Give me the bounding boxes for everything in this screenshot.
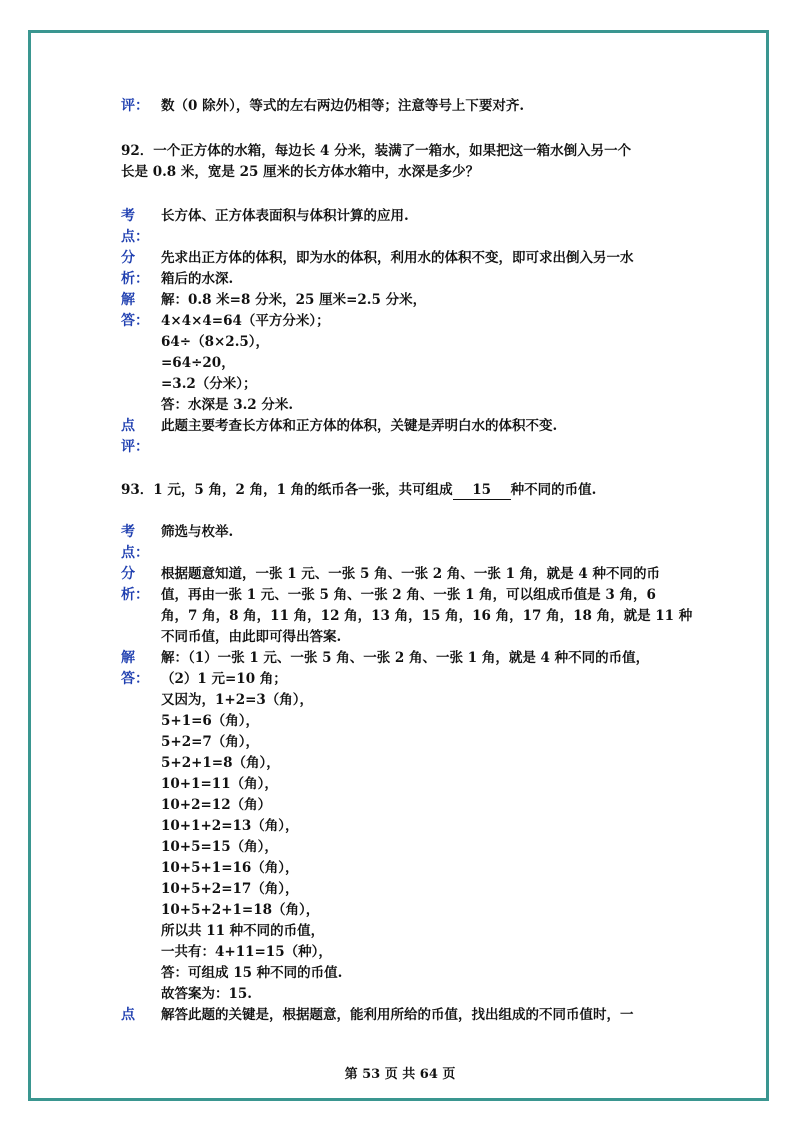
q92-jieda-line: 4×4×4=64（平方分米）； [161, 313, 330, 329]
q93-jieda-line: 解：（1）一张 1 元、一张 5 角、一张 2 角、一张 1 角，就是 4 种不同的币值， [161, 650, 650, 666]
q93-jieda-line: 10+1=11（角）， [161, 776, 278, 792]
dianping-label: 评： [121, 439, 149, 455]
kaodian-label: 考 [121, 208, 135, 224]
q93-jieda-line: 又因为，1+2=3（角）， [161, 692, 314, 708]
q92-jieda-line: 解：0.8 米=8 分米，25 厘米=2.5 分米， [161, 292, 427, 308]
jieda-label: 解 [121, 292, 135, 308]
q92-jieda-line: 64÷（8×2.5）， [161, 334, 270, 350]
fenxi-label: 分 [121, 250, 135, 266]
kaodian-label: 考 [121, 524, 135, 540]
q93-jieda-line: 一共有：4+11=15（种）， [161, 944, 332, 960]
q93-jieda-line: 故答案为：15. [161, 986, 252, 1002]
q92-kaodian-text: 长方体、正方体表面积与体积计算的应用. [161, 208, 409, 224]
q92-jieda-line: =3.2（分米）； [161, 376, 257, 392]
kaodian-label: 点： [121, 545, 149, 561]
q93-fenxi-line: 角，7 角，8 角，11 角，12 角，13 角，15 角，16 角，17 角，18 角，就是 11 种 [161, 608, 693, 624]
fenxi-label: 析： [121, 587, 149, 603]
kaodian-label: 点： [121, 229, 149, 245]
q93-kaodian-text: 筛选与枚举. [161, 524, 234, 540]
q93-jieda-line: 10+5+2+1=18（角）， [161, 902, 320, 918]
q92-fenxi-line: 箱后的水深. [161, 271, 234, 287]
dianping-label: 点 [121, 1007, 135, 1023]
dianping-label: 评： [121, 98, 149, 114]
q93-jieda-line: 所以共 11 种不同的币值， [161, 923, 325, 939]
q93-fenxi-line: 不同币值，由此即可得出答案. [161, 629, 342, 645]
q93-fenxi-line: 根据题意知道，一张 1 元、一张 5 角、一张 2 角、一张 1 角，就是 4 种不同的币 [161, 566, 660, 582]
question-text: 种不同的币值. [510, 482, 597, 498]
jieda-label: 答： [121, 671, 149, 687]
q92-fenxi-line: 先求出正方体的体积，即为水的体积，利用水的体积不变，即可求出倒入另一水 [161, 250, 634, 266]
question-text: 93．1 元，5 角，2 角，1 角的纸币各一张，共可组成 [121, 482, 453, 498]
q93-jieda-line: 5+2+1=8（角）， [161, 755, 280, 771]
q93-jieda-line: 5+1=6（角）， [161, 713, 260, 729]
fenxi-label: 分 [121, 566, 135, 582]
q93-jieda-line: 答：可组成 15 种不同的币值. [161, 965, 343, 981]
q93-jieda-line: 10+5+1=16（角）， [161, 860, 299, 876]
answer-blank: 15 [453, 482, 511, 500]
jieda-label: 答： [121, 313, 149, 329]
q92-dianping-text: 此题主要考查长方体和正方体的体积，关键是弄明白水的体积不变. [161, 418, 558, 434]
q93-jieda-line: 5+2=7（角）， [161, 734, 260, 750]
q93-jieda-line: 10+5+2=17（角）， [161, 881, 299, 897]
q93-jieda-line: 10+1+2=13（角）， [161, 818, 299, 834]
q93-jieda-line: （2）1 元=10 角； [161, 671, 287, 687]
q93-question [121, 480, 596, 500]
q92-jieda-line: =64÷20， [161, 355, 235, 371]
fenxi-label: 析： [121, 271, 149, 287]
q91-dianping-text: 数（0 除外），等式的左右两边仍相等；注意等号上下要对齐. [161, 98, 525, 114]
q92-jieda-line: 答：水深是 3.2 分米. [161, 397, 294, 413]
q93-jieda-line: 10+5=15（角）， [161, 839, 278, 855]
q93-fenxi-line: 值，再由一张 1 元、一张 5 角、一张 2 角、一张 1 角，可以组成币值是 3 角，6 [161, 587, 656, 603]
page-footer: 第 53 页 共 64 页 [344, 1067, 456, 1082]
q93-dianping-text: 解答此题的关键是，根据题意，能利用所给的币值，找出组成的不同币值时，一 [161, 1007, 634, 1023]
dianping-label: 点 [121, 418, 135, 434]
question-line: 长是 0.8 米，宽是 25 厘米的长方体水箱中，水深是多少？ [121, 164, 480, 180]
q93-jieda-line: 10+2=12（角） [161, 797, 272, 813]
question-line: 92．一个正方体的水箱，每边长 4 分米，装满了一箱水，如果把这一箱水倒入另一个 [121, 143, 632, 159]
jieda-label: 解 [121, 650, 135, 666]
